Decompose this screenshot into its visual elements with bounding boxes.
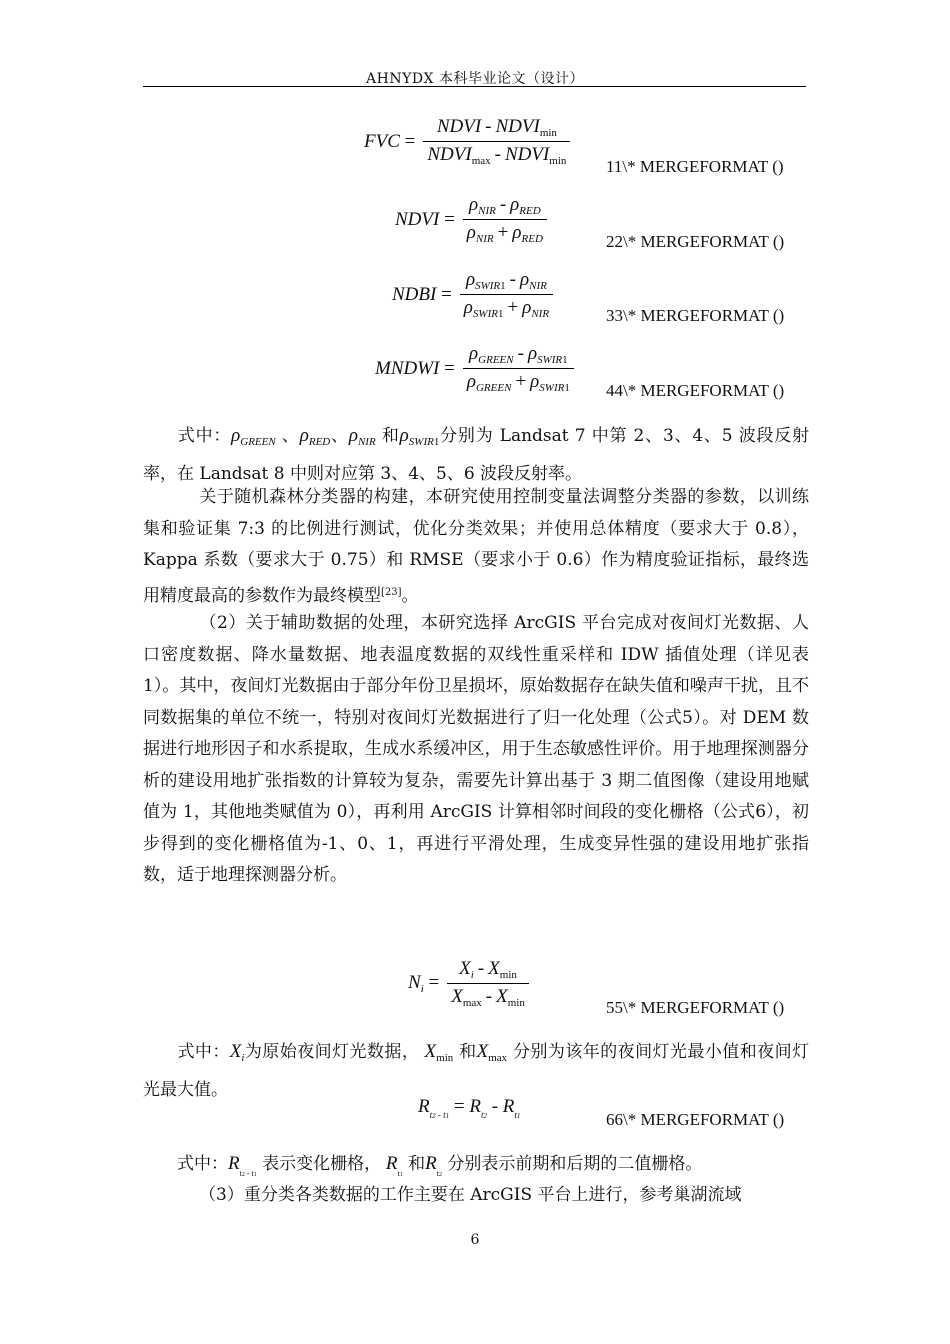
paragraph-auxiliary-data: （2）关于辅助数据的处理，本研究选择 ArcGIS 平台完成对夜间灯光数据、人口密度数据、降水量数据、地表温度数据的双线性重采样和 IDW 插值处理（详见表 1）。其中，夜间灯光数据由于部分年份卫星损坏，原始数据存在缺失值和噪声干扰，且不同数据集的单位不统一，特别对夜间灯光数据进行了归一化处理（公式5）。对 DEM 数据进行地形因子和水系提取，生成水系缓冲区，用于生态敏感性评价。用于地理探测器分析的建设用地扩张指数的计算较为复杂，需要先计算出基于 3 期二值图像（建设用地赋值为 1，其他地类赋值为 0），再利用 ArcGIS 计算相邻时间段的变化栅格（公式6），初步得到的变化栅格值为-1、0、1，再进行平滑处理，生成变异性强的建设用地扩张指数，适于地理探测器分析。	[143, 613, 809, 885]
paragraph-reclassification: （3）重分类各类数据的工作主要在 ArcGIS 平台上进行，参考巢湖流域	[199, 1185, 742, 1205]
equation-number-4: 44\* MERGEFORMAT ()	[606, 381, 785, 400]
equation-mndwi: MNDWI = $\frac{\rho_{GREEN} - \rho_{SWIR1}}{\rho_{GREEN} + \rho_{SWIR1}}$	[375, 343, 574, 394]
equation-number-5: 55\* MERGEFORMAT ()	[606, 998, 785, 1017]
equation-number-3: 33\* MERGEFORMAT ()	[606, 306, 785, 325]
equation-fvc: FVC = $\frac{NDVI - NDVI_{min}}{NDVI_{max} - NDVI_{min}}$	[364, 116, 570, 167]
equation-number-6: 66\* MERGEFORMAT ()	[606, 1110, 785, 1129]
paragraph-random-forest: 关于随机森林分类器的构建，本研究使用控制变量法调整分类器的参数，以训练集和验证集 7:3 的比例进行测试，优化分类效果；并使用总体精度（要求大于 0.8），Kappa 系数（要求大于 0.75）和 RMSE（要求小于 0.6）作为精度验证指标，最终选用精度最高的参数作为最终模型[23]。	[143, 487, 809, 606]
equation-number-1: 11\* MERGEFORMAT ()	[606, 157, 784, 176]
running-header: AHNYDX 本科毕业论文（设计）	[366, 71, 584, 87]
equation-r: $R_{t2 - t1} = R_{t2} - R_{t1}$	[418, 1096, 521, 1120]
equation-ni: $N_i$ = $\frac{X_i - X_{min}}{X_{max} - X_{min}}$	[408, 958, 529, 1009]
header-rule	[143, 86, 806, 87]
equation-ndbi: NDBI = $\frac{\rho_{SWIR1} - \rho_{NIR}}{\rho_{SWIR1} + \rho_{NIR}}$	[392, 269, 553, 320]
paragraph-change-raster-def: 式中：$R_{t2 - t1}$ 表示变化栅格， $R_{t1}$ 和$R_{t2}$ 分别表示前期和后期的二值栅格。	[177, 1153, 703, 1178]
citation-ref: [23]	[381, 586, 402, 598]
equation-number-2: 22\* MERGEFORMAT ()	[606, 232, 785, 251]
equation-ndvi: NDVI = $\frac{\rho_{NIR} - \rho_{RED}}{\rho_{NIR} + \rho_{RED}}$	[395, 194, 547, 245]
paragraph-normalization-def: 式中：$X_i$为原始夜间灯光数据， $X_{min}$ 和$X_{max}$ 分别为该年的夜间灯光最小值和夜间灯光最大值。	[143, 1041, 810, 1100]
page-number: 6	[470, 1232, 480, 1248]
paragraph-band-definitions: 式中：$\rho_{GREEN}$ 、$\rho_{RED}$、$\rho_{NIR}$ 和$\rho_{SWIR1}$分别为 Landsat 7 中第 2、3、4、5 波段反射率，在 Landsat 8 中则对应第 3、4、5、6 波段反射率。	[143, 425, 810, 484]
